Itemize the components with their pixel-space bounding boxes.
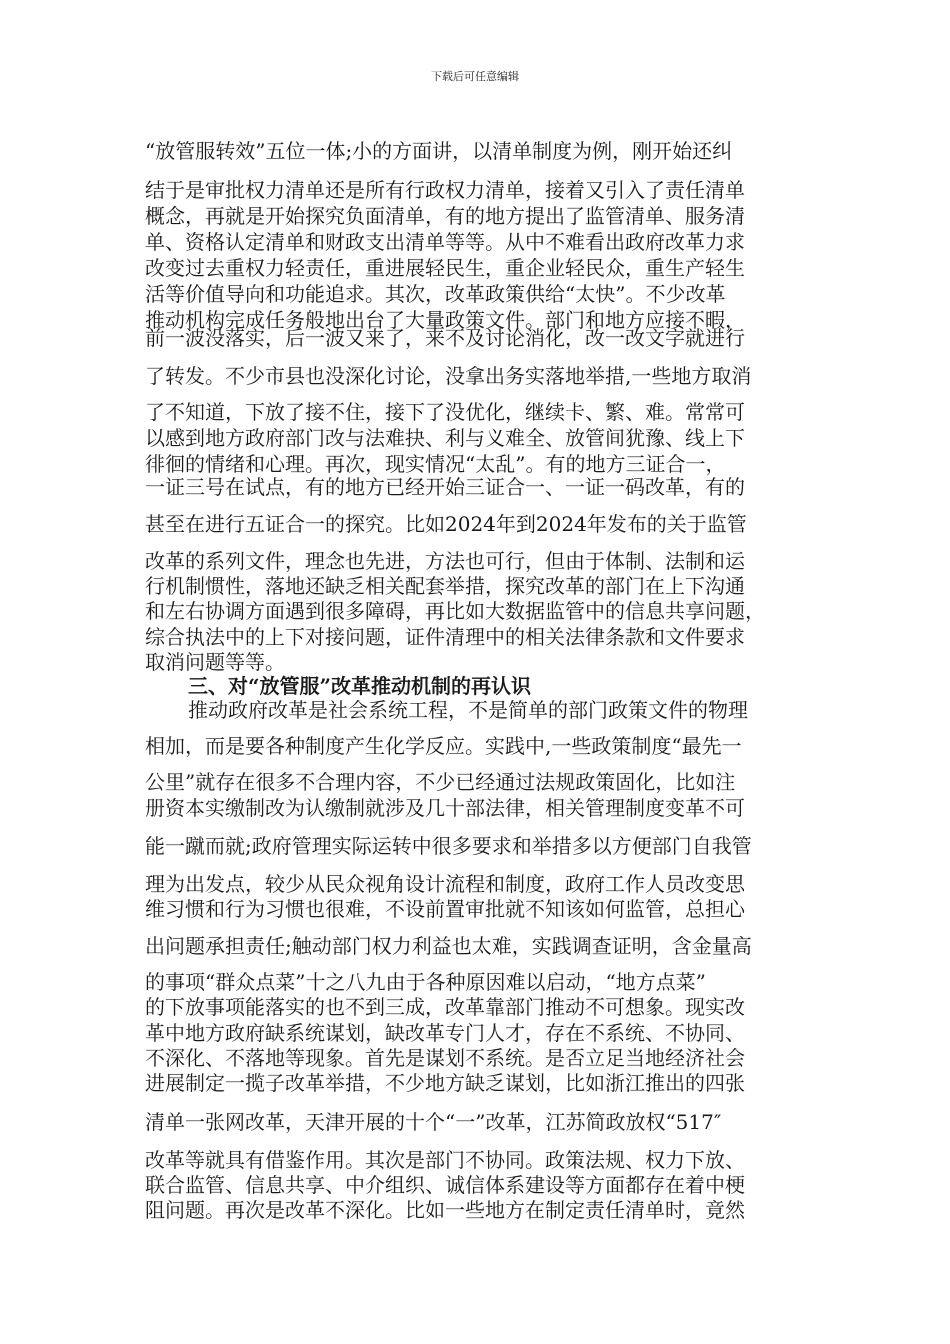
text-line: 一证三号在试点，有的地方已经开始三证合一、一证一码改革，有的	[145, 475, 745, 499]
text-line: 的事项“群众点菜”十之八九由于各种原因难以启动，“地方点菜”	[145, 970, 706, 994]
text-line: “放管服转效”五位一体;小的方面讲，以清单制度为例，刚开始还纠	[145, 139, 733, 163]
text-line: 了不知道，下放了接不住，接下了没优化，继续卡、繁、难。常常可	[145, 400, 745, 424]
text-line: 推动政府改革是社会系统工程，不是简单的部门政策文件的物理	[188, 698, 748, 722]
text-line: 结于是审批权力清单还是所有行政权力清单，接着又引入了责任清单	[145, 178, 745, 202]
text-line: 和左右协调方面遇到很多障碍，再比如大数据监管中的信息共享问题，	[145, 599, 765, 623]
text-line: 册资本实缴制改为认缴制就涉及几十部法律，相关管理制度变革不可	[145, 796, 745, 820]
text-line: 改革等就具有借鉴作用。其次是部门不协同。政策法规、权力下放、	[145, 1148, 745, 1172]
section-heading: 三、对“放管服”改革推动机制的再认识	[188, 674, 532, 698]
text-line: 改变过去重权力轻责任，重进展轻民生，重企业轻民众，重生产轻生	[145, 256, 745, 280]
text-line: 了转发。不少市县也没深化讨论，没拿出务实落地举措,一些地方取消	[145, 364, 752, 388]
text-line: 甚至在进行五证合一的探究。比如2024年到2024年发布的关于监管	[145, 512, 747, 536]
text-line: 前一波没落实，后一波又来了，来不及讨论消化，改一改文字就进行	[145, 326, 745, 350]
text-line: 不深化、不落地等现象。首先是谋划不系统。是否立足当地经济社会	[145, 1046, 745, 1070]
text-line: 进展制定一揽子改革举措，不少地方缺乏谋划，比如浙江推出的四张	[145, 1071, 745, 1095]
text-line: 出问题承担责任;触动部门权力利益也太难，实践调查证明，含金量高	[145, 934, 752, 958]
text-line: 活等价值导向和功能追求。其次，改革政策供给“太快”。不少改革	[145, 282, 726, 306]
text-line: 行机制惯性，落地还缺乏相关配套举措，探究改革的部门在上下沟通	[145, 574, 745, 598]
text-line: 以感到地方政府部门改与法难抉、利与义难全、放管间犹豫、线上下	[145, 426, 745, 450]
text-line: 清单一张网改革，天津开展的十个“一”改革，江苏简政放权“517″	[145, 1110, 722, 1134]
text-line: 概念，再就是开始探究负面清单，有的地方提出了监管清单、服务清	[145, 204, 745, 228]
text-line: 公里”就存在很多不合理内容，不少已经通过法规政策固化，比如注	[145, 770, 736, 794]
text-line: 改革的系列文件，理念也先进，方法也可行，但由于体制、法制和运	[145, 549, 745, 573]
text-line: 阻问题。再次是改革不深化。比如一些地方在制定责任清单时，竟然	[145, 1198, 745, 1222]
text-line: 取消问题等等。	[145, 650, 285, 674]
text-line: 相加，而是要各种制度产生化学反应。实践中,一些政策制度“最先一	[145, 734, 742, 758]
text-line: 革中地方政府缺系统谋划，缺改革专门人才，存在不系统、不协同、	[145, 1021, 745, 1045]
text-line: 联合监管、信息共享、中介组织、诚信体系建设等方面都存在着中梗	[145, 1173, 745, 1197]
text-line: 理为出发点，较少从民众视角设计流程和制度，政府工作人员改变思	[145, 872, 745, 896]
text-line: 徘徊的情绪和心理。再次，现实情况“太乱”。有的地方三证合一，	[145, 452, 726, 476]
page-header: 下载后可任意编辑	[431, 70, 519, 83]
text-line: 维习惯和行为习惯也很难，不设前置审批就不知该如何监管，总担心	[145, 897, 745, 921]
text-line: 单、资格认定清单和财政支出清单等等。从中不难看出政府改革力求	[145, 230, 745, 254]
text-line: 推动机构完成任务般地出台了大量政策文件。部门和地方应接不暇，	[145, 308, 745, 332]
text-line: 综合执法中的上下对接问题，证件清理中的相关法律条款和文件要求	[145, 625, 745, 649]
text-line: 能一蹴而就;政府管理实际运转中很多要求和举措多以方便部门自我管	[145, 834, 752, 858]
text-line: 的下放事项能落实的也不到三成，改革靠部门推动不可想象。现实改	[145, 995, 745, 1019]
